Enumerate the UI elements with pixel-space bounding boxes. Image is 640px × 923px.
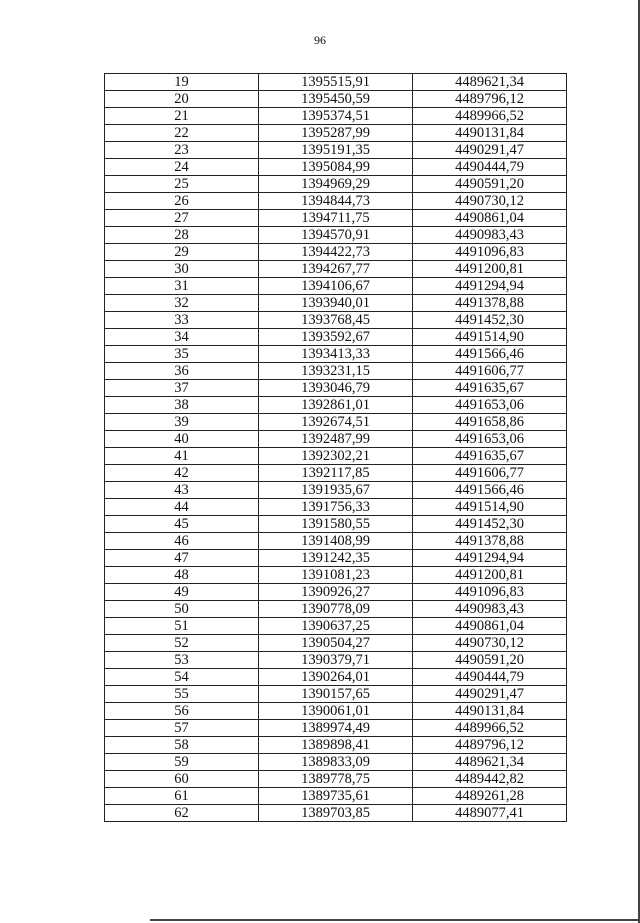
- coordinates-table: [104, 73, 567, 822]
- table-row: [105, 618, 567, 635]
- table-row: [105, 227, 567, 244]
- point-number-cell: 19: [105, 74, 259, 91]
- y-coordinate-cell: 4489621,34: [413, 74, 567, 91]
- x-coordinate-cell: 1393592,67: [259, 329, 413, 346]
- table-row: [105, 346, 567, 363]
- y-coordinate-cell: 4491658,86: [413, 414, 567, 431]
- x-coordinate-cell: 1392487,99: [259, 431, 413, 448]
- point-number-cell: 40: [105, 431, 259, 448]
- table-row: [105, 516, 567, 533]
- point-number-cell: 47: [105, 550, 259, 567]
- y-coordinate-cell: 4491378,88: [413, 295, 567, 312]
- y-coordinate-cell: 4490291,47: [413, 686, 567, 703]
- y-coordinate-cell: 4490444,79: [413, 159, 567, 176]
- table-row: [105, 788, 567, 805]
- point-number-cell: 39: [105, 414, 259, 431]
- y-coordinate-cell: 4490291,47: [413, 142, 567, 159]
- table-row: [105, 414, 567, 431]
- x-coordinate-cell: 1393940,01: [259, 295, 413, 312]
- y-coordinate-cell: 4490861,04: [413, 210, 567, 227]
- table-row: [105, 74, 567, 91]
- table-row: [105, 805, 567, 822]
- x-coordinate-cell: 1391081,23: [259, 567, 413, 584]
- y-coordinate-cell: 4490131,84: [413, 703, 567, 720]
- x-coordinate-cell: 1394711,75: [259, 210, 413, 227]
- x-coordinate-cell: 1395191,35: [259, 142, 413, 159]
- table-row: [105, 142, 567, 159]
- table-row: [105, 397, 567, 414]
- table-row: [105, 635, 567, 652]
- table-row: [105, 244, 567, 261]
- x-coordinate-cell: 1390157,65: [259, 686, 413, 703]
- coordinates-table-body: [105, 74, 567, 822]
- table-row: [105, 278, 567, 295]
- point-number-cell: 25: [105, 176, 259, 193]
- point-number-cell: 36: [105, 363, 259, 380]
- table-row: [105, 567, 567, 584]
- point-number-cell: 20: [105, 91, 259, 108]
- y-coordinate-cell: 4491294,94: [413, 550, 567, 567]
- point-number-cell: 27: [105, 210, 259, 227]
- x-coordinate-cell: 1390504,27: [259, 635, 413, 652]
- x-coordinate-cell: 1391756,33: [259, 499, 413, 516]
- y-coordinate-cell: 4491452,30: [413, 516, 567, 533]
- point-number-cell: 21: [105, 108, 259, 125]
- x-coordinate-cell: 1392302,21: [259, 448, 413, 465]
- x-coordinate-cell: 1391580,55: [259, 516, 413, 533]
- x-coordinate-cell: 1394969,29: [259, 176, 413, 193]
- point-number-cell: 60: [105, 771, 259, 788]
- x-coordinate-cell: 1394844,73: [259, 193, 413, 210]
- y-coordinate-cell: 4489442,82: [413, 771, 567, 788]
- x-coordinate-cell: 1389974,49: [259, 720, 413, 737]
- point-number-cell: 35: [105, 346, 259, 363]
- table-row: [105, 363, 567, 380]
- y-coordinate-cell: 4490444,79: [413, 669, 567, 686]
- table-row: [105, 499, 567, 516]
- y-coordinate-cell: 4489621,34: [413, 754, 567, 771]
- y-coordinate-cell: 4491606,77: [413, 465, 567, 482]
- y-coordinate-cell: 4491452,30: [413, 312, 567, 329]
- point-number-cell: 30: [105, 261, 259, 278]
- point-number-cell: 43: [105, 482, 259, 499]
- y-coordinate-cell: 4491653,06: [413, 397, 567, 414]
- x-coordinate-cell: 1395084,99: [259, 159, 413, 176]
- point-number-cell: 42: [105, 465, 259, 482]
- table-row: [105, 652, 567, 669]
- point-number-cell: 23: [105, 142, 259, 159]
- y-coordinate-cell: 4489796,12: [413, 737, 567, 754]
- point-number-cell: 52: [105, 635, 259, 652]
- y-coordinate-cell: 4490983,43: [413, 227, 567, 244]
- y-coordinate-cell: 4489077,41: [413, 805, 567, 822]
- table-row: [105, 329, 567, 346]
- x-coordinate-cell: 1394267,77: [259, 261, 413, 278]
- y-coordinate-cell: 4491566,46: [413, 482, 567, 499]
- x-coordinate-cell: 1394570,91: [259, 227, 413, 244]
- x-coordinate-cell: 1395374,51: [259, 108, 413, 125]
- point-number-cell: 53: [105, 652, 259, 669]
- table-row: [105, 431, 567, 448]
- y-coordinate-cell: 4490591,20: [413, 176, 567, 193]
- x-coordinate-cell: 1391242,35: [259, 550, 413, 567]
- point-number-cell: 45: [105, 516, 259, 533]
- table-row: [105, 703, 567, 720]
- x-coordinate-cell: 1391935,67: [259, 482, 413, 499]
- y-coordinate-cell: 4491566,46: [413, 346, 567, 363]
- x-coordinate-cell: 1394422,73: [259, 244, 413, 261]
- table-row: [105, 771, 567, 788]
- x-coordinate-cell: 1392674,51: [259, 414, 413, 431]
- point-number-cell: 32: [105, 295, 259, 312]
- x-coordinate-cell: 1389833,09: [259, 754, 413, 771]
- table-row: [105, 550, 567, 567]
- y-coordinate-cell: 4489796,12: [413, 91, 567, 108]
- point-number-cell: 50: [105, 601, 259, 618]
- table-row: [105, 669, 567, 686]
- x-coordinate-cell: 1389703,85: [259, 805, 413, 822]
- scan-edge-bottom: [150, 919, 640, 921]
- x-coordinate-cell: 1390061,01: [259, 703, 413, 720]
- x-coordinate-cell: 1394106,67: [259, 278, 413, 295]
- point-number-cell: 56: [105, 703, 259, 720]
- point-number-cell: 48: [105, 567, 259, 584]
- x-coordinate-cell: 1393231,15: [259, 363, 413, 380]
- x-coordinate-cell: 1391408,99: [259, 533, 413, 550]
- table-row: [105, 108, 567, 125]
- y-coordinate-cell: 4490730,12: [413, 193, 567, 210]
- table-row: [105, 176, 567, 193]
- point-number-cell: 31: [105, 278, 259, 295]
- table-row: [105, 584, 567, 601]
- table-row: [105, 125, 567, 142]
- y-coordinate-cell: 4491294,94: [413, 278, 567, 295]
- point-number-cell: 44: [105, 499, 259, 516]
- table-row: [105, 295, 567, 312]
- table-row: [105, 601, 567, 618]
- y-coordinate-cell: 4491606,77: [413, 363, 567, 380]
- x-coordinate-cell: 1389735,61: [259, 788, 413, 805]
- y-coordinate-cell: 4491514,90: [413, 329, 567, 346]
- table-row: [105, 737, 567, 754]
- y-coordinate-cell: 4490730,12: [413, 635, 567, 652]
- y-coordinate-cell: 4491514,90: [413, 499, 567, 516]
- point-number-cell: 58: [105, 737, 259, 754]
- table-row: [105, 380, 567, 397]
- page-number: 96: [314, 33, 326, 47]
- x-coordinate-cell: 1395515,91: [259, 74, 413, 91]
- x-coordinate-cell: 1390379,71: [259, 652, 413, 669]
- table-row: [105, 686, 567, 703]
- x-coordinate-cell: 1395287,99: [259, 125, 413, 142]
- x-coordinate-cell: 1392861,01: [259, 397, 413, 414]
- table-row: [105, 754, 567, 771]
- table-row: [105, 312, 567, 329]
- point-number-cell: 24: [105, 159, 259, 176]
- table-row: [105, 91, 567, 108]
- point-number-cell: 26: [105, 193, 259, 210]
- y-coordinate-cell: 4491653,06: [413, 431, 567, 448]
- x-coordinate-cell: 1393768,45: [259, 312, 413, 329]
- y-coordinate-cell: 4491200,81: [413, 567, 567, 584]
- point-number-cell: 46: [105, 533, 259, 550]
- table-row: [105, 261, 567, 278]
- point-number-cell: 28: [105, 227, 259, 244]
- y-coordinate-cell: 4490131,84: [413, 125, 567, 142]
- x-coordinate-cell: 1390264,01: [259, 669, 413, 686]
- point-number-cell: 34: [105, 329, 259, 346]
- y-coordinate-cell: 4490861,04: [413, 618, 567, 635]
- point-number-cell: 51: [105, 618, 259, 635]
- x-coordinate-cell: 1389898,41: [259, 737, 413, 754]
- x-coordinate-cell: 1390926,27: [259, 584, 413, 601]
- point-number-cell: 37: [105, 380, 259, 397]
- x-coordinate-cell: 1390778,09: [259, 601, 413, 618]
- y-coordinate-cell: 4491635,67: [413, 380, 567, 397]
- table-row: [105, 210, 567, 227]
- y-coordinate-cell: 4491635,67: [413, 448, 567, 465]
- y-coordinate-cell: 4489261,28: [413, 788, 567, 805]
- x-coordinate-cell: 1393413,33: [259, 346, 413, 363]
- point-number-cell: 55: [105, 686, 259, 703]
- y-coordinate-cell: 4491200,81: [413, 261, 567, 278]
- x-coordinate-cell: 1395450,59: [259, 91, 413, 108]
- x-coordinate-cell: 1392117,85: [259, 465, 413, 482]
- point-number-cell: 54: [105, 669, 259, 686]
- point-number-cell: 61: [105, 788, 259, 805]
- point-number-cell: 57: [105, 720, 259, 737]
- point-number-cell: 29: [105, 244, 259, 261]
- point-number-cell: 59: [105, 754, 259, 771]
- point-number-cell: 33: [105, 312, 259, 329]
- point-number-cell: 22: [105, 125, 259, 142]
- y-coordinate-cell: 4491378,88: [413, 533, 567, 550]
- y-coordinate-cell: 4489966,52: [413, 108, 567, 125]
- table-row: [105, 482, 567, 499]
- y-coordinate-cell: 4491096,83: [413, 244, 567, 261]
- y-coordinate-cell: 4490983,43: [413, 601, 567, 618]
- y-coordinate-cell: 4491096,83: [413, 584, 567, 601]
- table-row: [105, 533, 567, 550]
- y-coordinate-cell: 4489966,52: [413, 720, 567, 737]
- table-row: [105, 448, 567, 465]
- table-row: [105, 193, 567, 210]
- table-row: [105, 465, 567, 482]
- x-coordinate-cell: 1393046,79: [259, 380, 413, 397]
- point-number-cell: 62: [105, 805, 259, 822]
- y-coordinate-cell: 4490591,20: [413, 652, 567, 669]
- x-coordinate-cell: 1390637,25: [259, 618, 413, 635]
- point-number-cell: 49: [105, 584, 259, 601]
- table-row: [105, 720, 567, 737]
- point-number-cell: 38: [105, 397, 259, 414]
- table-row: [105, 159, 567, 176]
- x-coordinate-cell: 1389778,75: [259, 771, 413, 788]
- point-number-cell: 41: [105, 448, 259, 465]
